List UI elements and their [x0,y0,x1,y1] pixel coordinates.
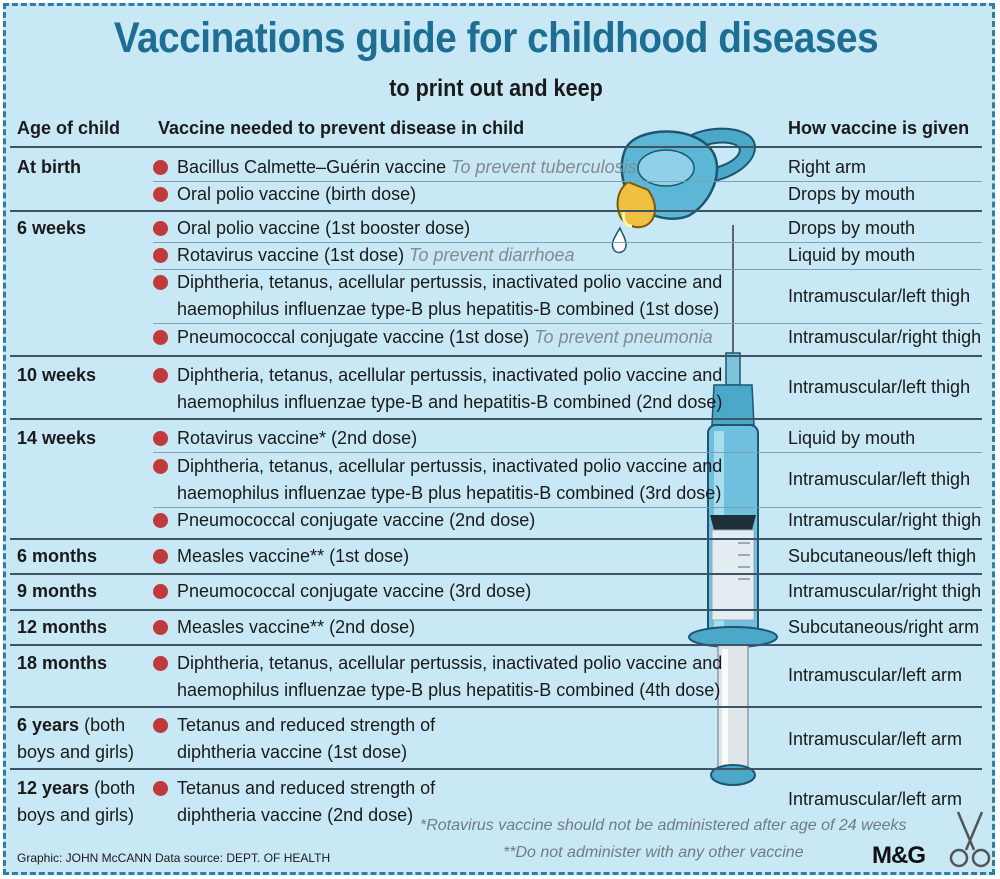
method-dtap-2: Intramuscular/left thigh [788,377,971,397]
row-divider [10,573,982,575]
publisher-logo: M&G [872,842,925,869]
method-pcv-2: Intramuscular/right thigh [788,510,982,530]
method-rotavirus-1: Liquid by mouth [788,245,916,265]
method-td-2: Intramuscular/left arm [788,789,963,809]
method-rotavirus-2: Liquid by mouth [788,428,916,448]
bullet-icon [153,718,168,733]
age-6-weeks: 6 weeks [17,218,87,238]
vaccine-pcv-3: Pneumococcal conjugate vaccine (3rd dose) [177,581,532,601]
vaccine-rotavirus-1: Rotavirus vaccine (1st dose) To prevent diarrhoea [177,245,575,265]
vaccine-pcv-2: Pneumococcal conjugate vaccine (2nd dose) [177,510,536,530]
vaccine-bcg: Bacillus Calmette–Guérin vaccine To prevent tuberculosis [177,157,637,177]
vaccine-opv-booster: Oral polio vaccine (1st booster dose) [177,218,471,238]
vaccine-td-1: Tetanus and reduced strength of diphtheria vaccine (1st dose) [177,715,436,762]
bullet-icon [153,160,168,175]
page-subtitle: to print out and keep [389,75,603,102]
header-age: Age of child [17,118,120,138]
page-title: Vaccinations guide for childhood diseases [113,14,879,62]
method-opv-booster: Drops by mouth [788,218,916,238]
method-dtap-4: Intramuscular/left arm [788,665,963,685]
row-divider [10,644,982,646]
scissors-icon [944,810,994,870]
bullet-icon [153,221,168,236]
row-divider [10,355,982,357]
method-bcg: Right arm [788,157,867,177]
bullet-icon [153,513,168,528]
age-at-birth: At birth [17,157,81,177]
bullet-icon [153,248,168,263]
bullet-icon [153,781,168,796]
age-9-months: 9 months [17,581,98,601]
method-dtap-1: Intramuscular/left thigh [788,286,971,306]
row-divider [10,210,982,212]
bullet-icon [153,549,168,564]
age-12-months: 12 months [17,617,108,637]
bullet-icon [153,330,168,345]
vaccine-measles-1: Measles vaccine** (1st dose) [177,546,410,566]
vaccine-opv-birth: Oral polio vaccine (birth dose) [177,184,417,204]
bullet-icon [153,187,168,202]
graphic-credit: Graphic: JOHN McCANN Data source: DEPT. OF HEALTH [17,851,331,865]
vaccine-dtap-4: Diphtheria, tetanus, acellular pertussis, inactivated polio vaccine and haemophilus influenzae type-B plus hepatitis-B combined (4th dose) [177,653,723,700]
age-10-weeks: 10 weeks [17,365,97,385]
method-measles-2: Subcutaneous/right arm [788,617,980,637]
vaccine-pcv-1: Pneumococcal conjugate vaccine (1st dose) To prevent pneumonia [177,327,713,347]
row-divider [10,538,982,540]
vaccine-dtap-1: Diphtheria, tetanus, acellular pertussis, inactivated polio vaccine and haemophilus influenzae type-B plus hepatitis-B combined (1st dose) [177,272,723,319]
row-divider [10,706,982,708]
age-14-weeks: 14 weeks [17,428,97,448]
bullet-icon [153,656,168,671]
method-opv-birth: Drops by mouth [788,184,916,204]
age-18-months: 18 months [17,653,108,673]
bullet-icon [153,275,168,290]
header-how: How vaccine is given [788,118,970,138]
bullet-icon [153,431,168,446]
bullet-icon [153,584,168,599]
age-6-years: 6 years (both boys and girls) [17,715,135,762]
bullet-icon [153,459,168,474]
method-pcv-3: Intramuscular/right thigh [788,581,982,601]
vaccine-rotavirus-2: Rotavirus vaccine* (2nd dose) [177,428,418,448]
header-vaccine: Vaccine needed to prevent disease in child [158,118,525,138]
vaccine-dtap-3: Diphtheria, tetanus, acellular pertussis, inactivated polio vaccine and haemophilus influenzae type-B plus hepatitis-B combined (3rd dose) [177,456,723,503]
vaccine-td-2: Tetanus and reduced strength of diphtheria vaccine (2nd dose) [177,778,436,825]
method-pcv-1: Intramuscular/right thigh [788,327,982,347]
vaccine-measles-2: Measles vaccine** (2nd dose) [177,617,416,637]
method-td-1: Intramuscular/left arm [788,729,963,749]
row-divider [10,768,982,770]
vaccine-dtap-2: Diphtheria, tetanus, acellular pertussis, inactivated polio vaccine and haemophilus influenzae type-B and hepatitis-B combined (2nd dose) [177,365,723,412]
method-measles-1: Subcutaneous/left thigh [788,546,977,566]
method-dtap-3: Intramuscular/left thigh [788,469,971,489]
row-divider [10,418,982,420]
age-6-months: 6 months [17,546,98,566]
bullet-icon [153,620,168,635]
bullet-icon [153,368,168,383]
header-divider [10,146,982,148]
age-12-years: 12 years (both boys and girls) [17,778,136,825]
footnote-rotavirus: *Rotavirus vaccine should not be administered after age of 24 weeks [420,817,907,834]
row-divider [10,609,982,611]
footnote-measles: **Do not administer with any other vaccine [503,844,804,861]
